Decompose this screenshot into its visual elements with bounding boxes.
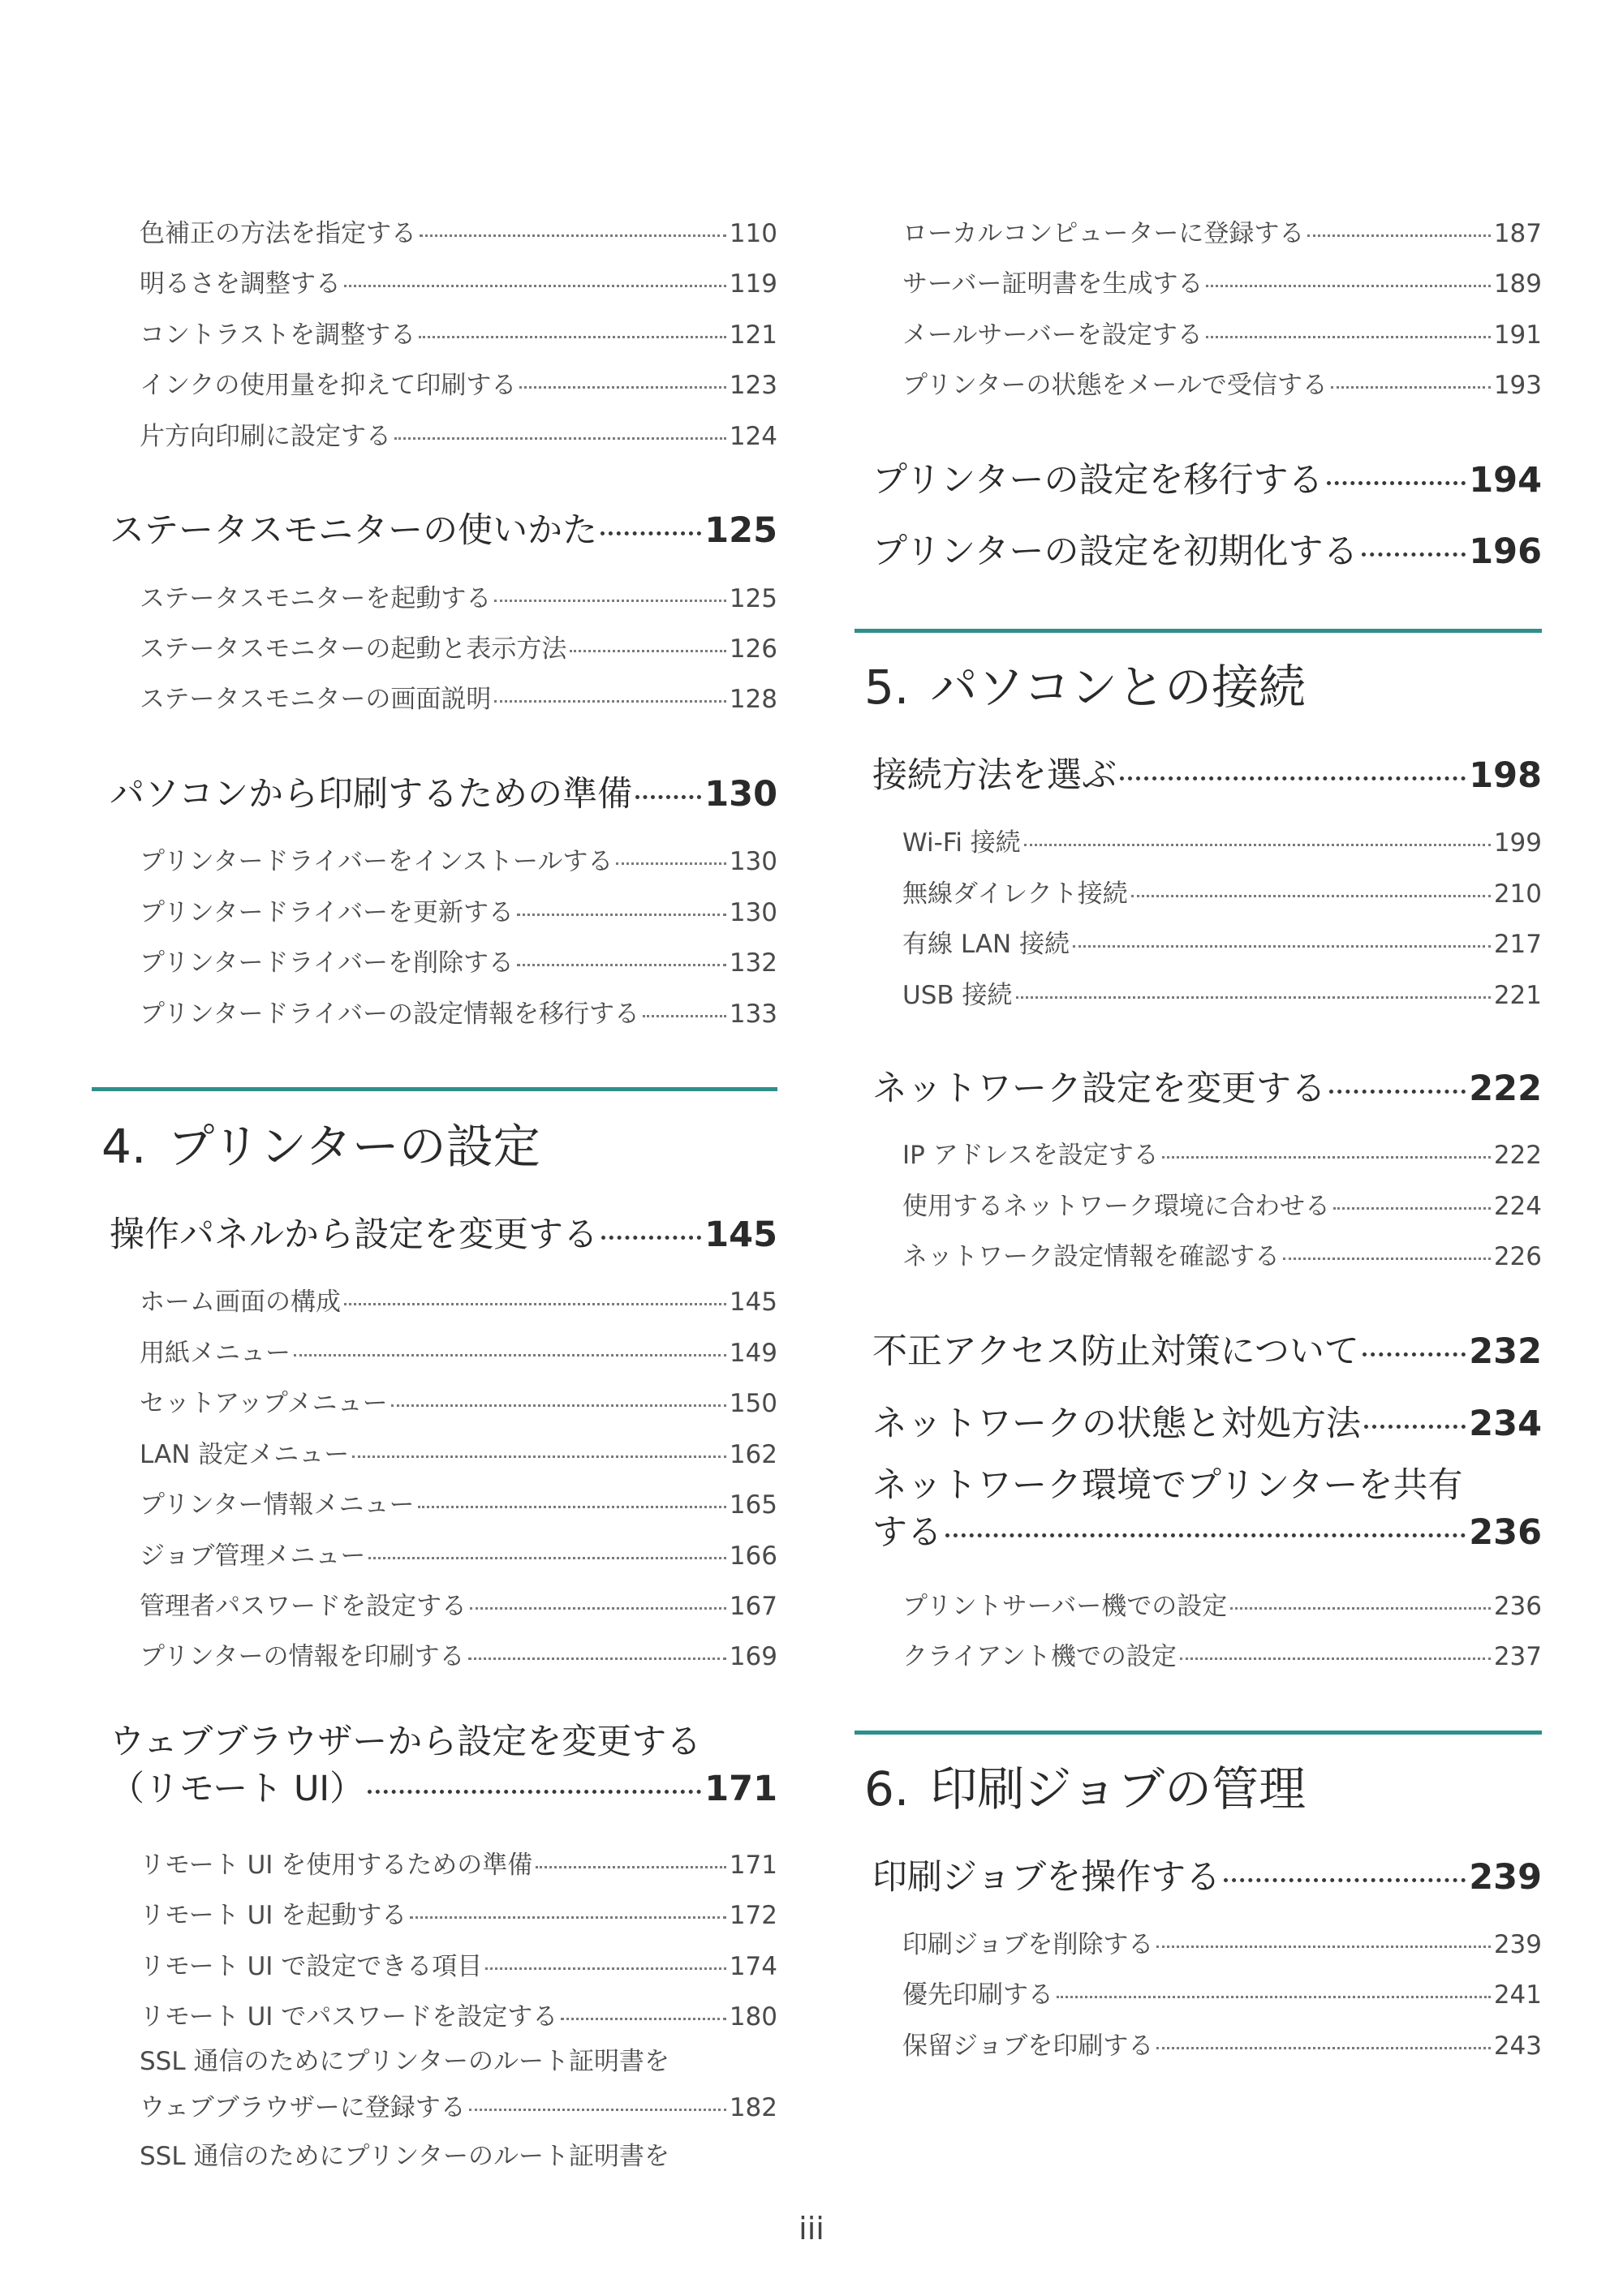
toc-section-share[interactable] bbox=[872, 1462, 1542, 1556]
toc-entry[interactable] bbox=[872, 873, 1542, 909]
toc-section-page: 222 bbox=[1469, 1068, 1542, 1109]
leader-dots bbox=[352, 1455, 726, 1458]
toc-entry-page: 237 bbox=[1493, 1642, 1542, 1671]
toc-entry[interactable] bbox=[872, 923, 1542, 960]
leader-dots bbox=[418, 1506, 726, 1508]
toc-entry-page: 169 bbox=[729, 1642, 777, 1671]
toc-entry-page: 171 bbox=[729, 1851, 777, 1880]
toc-section-migrate[interactable] bbox=[872, 453, 1542, 502]
toc-entry-page: 162 bbox=[729, 1440, 777, 1469]
toc-entry[interactable] bbox=[872, 213, 1542, 249]
toc-entry-page: 210 bbox=[1493, 879, 1542, 909]
toc-entry-label: リモート UI を起動する bbox=[140, 1901, 407, 1930]
leader-dots bbox=[294, 1354, 726, 1357]
toc-entry-page: 126 bbox=[729, 634, 777, 664]
toc-entry-label-line1: SSL 通信のためにプリンターのルート証明書を bbox=[140, 2047, 669, 2076]
toc-entry[interactable] bbox=[110, 1484, 777, 1520]
leader-dots bbox=[616, 862, 725, 865]
toc-section-page: 125 bbox=[704, 510, 777, 551]
toc-entry[interactable] bbox=[110, 841, 777, 877]
toc-entry[interactable] bbox=[110, 1636, 777, 1672]
leader-dots bbox=[1024, 844, 1491, 846]
toc-section-page: 145 bbox=[704, 1215, 777, 1255]
toc-entry-label: プリンタードライバーをインストールする bbox=[140, 847, 613, 876]
toc-entry[interactable] bbox=[110, 1434, 777, 1470]
toc-entry[interactable] bbox=[110, 1332, 777, 1369]
toc-entry[interactable] bbox=[110, 1844, 777, 1881]
toc-entry-label: ステータスモニターの画面説明 bbox=[140, 685, 492, 714]
toc-entry[interactable] bbox=[110, 628, 777, 664]
toc-entry-page: 165 bbox=[729, 1490, 777, 1520]
leader-dots bbox=[394, 437, 726, 440]
leader-dots bbox=[945, 1533, 1466, 1537]
leader-dots bbox=[344, 285, 726, 287]
toc-section-net-status[interactable] bbox=[872, 1396, 1542, 1446]
chapter-title: パソコンとの接続 bbox=[930, 660, 1307, 715]
toc-entry-label: セットアップメニュー bbox=[140, 1389, 388, 1418]
toc-entry-label: USB 接続 bbox=[902, 981, 1013, 1010]
leader-dots bbox=[1206, 285, 1490, 287]
toc-entry[interactable] bbox=[110, 1946, 777, 1982]
toc-section-label-line2: （リモート UI） bbox=[110, 1769, 365, 1809]
toc-section-label: プリンターの設定を初期化する bbox=[872, 531, 1358, 572]
toc-entry-line2 bbox=[140, 2085, 777, 2131]
toc-entry-page: 119 bbox=[729, 269, 777, 299]
toc-section-status-monitor[interactable] bbox=[110, 503, 777, 553]
toc-entry[interactable] bbox=[872, 822, 1542, 858]
toc-entry-page: 128 bbox=[729, 685, 777, 714]
toc-entry-label: Wi-Fi 接続 bbox=[902, 828, 1021, 858]
toc-entry-page: 166 bbox=[729, 1541, 777, 1571]
toc-entry[interactable] bbox=[872, 1636, 1542, 1672]
toc-section-web[interactable] bbox=[110, 1718, 777, 1812]
toc-entry[interactable] bbox=[872, 1134, 1542, 1171]
leader-dots bbox=[469, 2109, 726, 2111]
toc-entry-page: 226 bbox=[1493, 1242, 1542, 1271]
toc-entry-page: 167 bbox=[729, 1592, 777, 1621]
toc-entry[interactable] bbox=[110, 1281, 777, 1318]
leader-dots bbox=[536, 1866, 726, 1868]
toc-section-label: ネットワークの状態と対処方法 bbox=[872, 1404, 1361, 1444]
toc-entry-page: 222 bbox=[1493, 1141, 1542, 1170]
toc-section-page: 232 bbox=[1469, 1331, 1542, 1372]
leader-dots bbox=[1156, 2047, 1490, 2049]
leader-dots bbox=[601, 1236, 701, 1240]
toc-entry-page: 191 bbox=[1493, 320, 1542, 350]
leader-dots bbox=[1016, 996, 1491, 999]
toc-section-page: 194 bbox=[1469, 460, 1542, 501]
toc-entry[interactable] bbox=[110, 678, 777, 715]
toc-section-page: 239 bbox=[1469, 1857, 1542, 1898]
toc-entry[interactable] bbox=[872, 263, 1542, 299]
toc-entry-page: 149 bbox=[729, 1339, 777, 1368]
toc-entry-page: 124 bbox=[729, 422, 777, 451]
toc-section-connect[interactable] bbox=[872, 748, 1542, 798]
toc-entry-page: 174 bbox=[729, 1952, 777, 1981]
leader-dots bbox=[1333, 1207, 1491, 1210]
toc-entry-label: ステータスモニターを起動する bbox=[140, 584, 492, 613]
toc-entry-page: 193 bbox=[1493, 371, 1542, 400]
toc-entry-page: 217 bbox=[1493, 930, 1542, 959]
leader-dots bbox=[368, 1790, 701, 1794]
leader-dots bbox=[1329, 1090, 1466, 1094]
toc-section-page: 130 bbox=[704, 774, 777, 815]
leader-dots bbox=[410, 1916, 726, 1919]
toc-section-label: 印刷ジョブを操作する bbox=[872, 1857, 1221, 1898]
toc-section-page: 196 bbox=[1469, 531, 1542, 572]
toc-entry[interactable] bbox=[110, 314, 777, 350]
leader-dots bbox=[1331, 386, 1491, 389]
toc-entry[interactable] bbox=[110, 263, 777, 299]
toc-entry-label: 管理者パスワードを設定する bbox=[140, 1592, 467, 1621]
toc-section-network[interactable] bbox=[872, 1061, 1542, 1111]
toc-entry[interactable] bbox=[110, 1535, 777, 1572]
toc-section-label: プリンターの設定を移行する bbox=[872, 460, 1324, 501]
leader-dots bbox=[470, 1607, 726, 1610]
leader-dots bbox=[517, 964, 726, 966]
toc-entry-label: 明るさを調整する bbox=[140, 269, 341, 299]
chapter-divider bbox=[92, 1087, 777, 1091]
toc-entry[interactable] bbox=[110, 993, 777, 1030]
toc-entry-label: プリンター情報メニュー bbox=[140, 1490, 415, 1520]
toc-section-page: 198 bbox=[1469, 755, 1542, 796]
toc-entry-label: LAN 設定メニュー bbox=[140, 1440, 350, 1469]
toc-entry-label: 用紙メニュー bbox=[140, 1339, 291, 1368]
toc-entry-label: 無線ダイレクト接続 bbox=[902, 879, 1128, 909]
toc-entry-label: ネットワーク設定情報を確認する bbox=[902, 1242, 1280, 1271]
toc-entry[interactable] bbox=[110, 1894, 777, 1931]
toc-entry-page: 130 bbox=[729, 898, 777, 927]
leader-dots bbox=[344, 1303, 726, 1305]
leader-dots bbox=[561, 2018, 726, 2020]
toc-entry[interactable] bbox=[872, 1236, 1542, 1272]
toc-section-label: 不正アクセス防止対策について bbox=[872, 1331, 1359, 1372]
toc-entry[interactable] bbox=[872, 314, 1542, 350]
toc-section-label: ネットワーク設定を変更する bbox=[872, 1068, 1326, 1109]
toc-section-security[interactable] bbox=[872, 1324, 1542, 1374]
toc-entry-label: リモート UI でパスワードを設定する bbox=[140, 2002, 558, 2032]
toc-entry[interactable] bbox=[872, 364, 1542, 401]
leader-dots bbox=[485, 1967, 726, 1970]
toc-entry-label: プリンターの情報を印刷する bbox=[140, 1642, 465, 1671]
toc-entry-label-line2: ウェブブラウザーに登録する bbox=[140, 2093, 466, 2122]
toc-entry-label: リモート UI を使用するための準備 bbox=[140, 1851, 533, 1880]
leader-dots bbox=[635, 795, 701, 799]
toc-entry-page: 133 bbox=[729, 1000, 777, 1029]
toc-entry-page: 241 bbox=[1493, 1980, 1542, 2010]
leader-dots bbox=[1073, 945, 1491, 948]
toc-entry-label: ローカルコンピューターに登録する bbox=[902, 219, 1305, 248]
leader-dots bbox=[1162, 1156, 1491, 1159]
chapter-heading-4[interactable] bbox=[101, 1108, 777, 1176]
toc-entry-page: 121 bbox=[729, 320, 777, 350]
toc-entry[interactable] bbox=[872, 1585, 1542, 1622]
toc-section-page: 236 bbox=[1469, 1512, 1542, 1553]
toc-entry-label: ホーム画面の構成 bbox=[140, 1288, 341, 1317]
toc-section-line2 bbox=[872, 1509, 1542, 1556]
leader-dots bbox=[391, 1404, 726, 1407]
leader-dots bbox=[1156, 1946, 1490, 1948]
toc-section-label: パソコンから印刷するための準備 bbox=[110, 774, 633, 815]
toc-entry-label: サーバー証明書を生成する bbox=[902, 269, 1203, 299]
toc-entry-label: 優先印刷する bbox=[902, 1980, 1053, 2010]
page-number: iii bbox=[799, 2211, 824, 2247]
leader-dots bbox=[494, 700, 725, 703]
toc-entry-label: 有線 LAN 接続 bbox=[902, 930, 1070, 959]
toc-entry-label: プリンタードライバーを更新する bbox=[140, 898, 514, 927]
toc-entry[interactable] bbox=[110, 1996, 777, 2032]
leader-dots bbox=[468, 1658, 726, 1660]
toc-entry-label: ステータスモニターの起動と表示方法 bbox=[140, 634, 567, 664]
leader-dots bbox=[643, 1015, 726, 1017]
toc-entry-label-line1: SSL 通信のためにプリンターのルート証明書を bbox=[140, 2142, 669, 2171]
toc-entry-ssl-2[interactable] bbox=[110, 2134, 777, 2180]
toc-entry-page: 110 bbox=[729, 219, 777, 248]
chapter-number: 4. bbox=[101, 1119, 147, 1174]
toc-entry[interactable] bbox=[110, 364, 777, 401]
leader-dots bbox=[1327, 481, 1466, 485]
toc-entry-page: 236 bbox=[1493, 1592, 1542, 1621]
toc-entry-page: 199 bbox=[1493, 828, 1542, 858]
toc-entry[interactable] bbox=[110, 578, 777, 614]
toc-entry-label: プリンタードライバーの設定情報を移行する bbox=[140, 1000, 639, 1029]
toc-entry[interactable] bbox=[872, 1185, 1542, 1222]
toc-entry-label: 保留ジョブを印刷する bbox=[902, 2032, 1154, 2061]
toc-entry[interactable] bbox=[110, 942, 777, 978]
leader-dots bbox=[1206, 336, 1491, 338]
leader-dots bbox=[519, 386, 725, 389]
toc-entry-label: クライアント機での設定 bbox=[902, 1642, 1177, 1671]
toc-section-page: 234 bbox=[1469, 1404, 1542, 1444]
chapter-title: プリンターの設定 bbox=[167, 1119, 540, 1174]
leader-dots bbox=[517, 914, 726, 916]
toc-entry[interactable] bbox=[110, 892, 777, 928]
toc-entry-page: 145 bbox=[729, 1288, 777, 1317]
toc-section-page: 171 bbox=[704, 1769, 777, 1809]
toc-entry[interactable] bbox=[872, 1924, 1542, 1960]
toc-entry[interactable] bbox=[872, 974, 1542, 1011]
toc-entry-page: 221 bbox=[1493, 981, 1542, 1010]
leader-dots bbox=[1131, 895, 1491, 897]
toc-entry-page: 123 bbox=[729, 371, 777, 400]
toc-entry-label: 色補正の方法を指定する bbox=[140, 219, 416, 248]
toc-section-init[interactable] bbox=[872, 524, 1542, 574]
toc-entry[interactable] bbox=[872, 1974, 1542, 2010]
toc-entry-label: メールサーバーを設定する bbox=[902, 320, 1203, 350]
toc-entry-page: 243 bbox=[1493, 2032, 1542, 2061]
toc-entry-label: IP アドレスを設定する bbox=[902, 1141, 1159, 1170]
chapter-heading-6[interactable] bbox=[864, 1751, 1542, 1819]
toc-section-label: 操作パネルから設定を変更する bbox=[110, 1215, 598, 1255]
leader-dots bbox=[420, 234, 726, 237]
toc-entry-page: 187 bbox=[1493, 219, 1542, 248]
leader-dots bbox=[1120, 776, 1466, 780]
toc-section-pc-print[interactable] bbox=[110, 767, 777, 816]
toc-entry-label: ジョブ管理メニュー bbox=[140, 1541, 366, 1571]
toc-section-label: ステータスモニターの使いかた bbox=[110, 510, 598, 551]
toc-entry-page: 125 bbox=[729, 584, 777, 613]
toc-entry-page: 182 bbox=[729, 2093, 777, 2122]
toc-section-panel[interactable] bbox=[110, 1207, 777, 1257]
leader-dots bbox=[1057, 1996, 1491, 1998]
leader-dots bbox=[601, 531, 701, 535]
leader-dots bbox=[1224, 1878, 1466, 1882]
toc-section-label-line2: する bbox=[872, 1512, 942, 1553]
leader-dots bbox=[1362, 553, 1466, 557]
toc-section-label-line1: ウェブブラウザーから設定を変更する bbox=[110, 1722, 702, 1762]
toc-entry-page: 132 bbox=[729, 948, 777, 978]
toc-section-line2 bbox=[110, 1765, 777, 1812]
toc-entry-label: 印刷ジョブを削除する bbox=[902, 1930, 1154, 1959]
toc-entry[interactable] bbox=[872, 2025, 1542, 2062]
toc-entry-page: 189 bbox=[1493, 269, 1542, 299]
chapter-number: 6. bbox=[864, 1761, 910, 1817]
toc-entry-label: リモート UI で設定できる項目 bbox=[140, 1952, 483, 1981]
toc-section-label: 接続方法を選ぶ bbox=[872, 755, 1117, 796]
leader-dots bbox=[1364, 1425, 1466, 1429]
toc-entry-page: 239 bbox=[1493, 1930, 1542, 1959]
leader-dots bbox=[570, 650, 725, 652]
toc-section-jobs[interactable] bbox=[872, 1850, 1542, 1899]
leader-dots bbox=[494, 600, 725, 602]
chapter-heading-5[interactable] bbox=[864, 649, 1542, 717]
chapter-number: 5. bbox=[864, 660, 910, 715]
leader-dots bbox=[1283, 1258, 1491, 1260]
toc-entry-page: 224 bbox=[1493, 1192, 1542, 1221]
toc-entry-label: 片方向印刷に設定する bbox=[140, 422, 391, 451]
toc-entry-page: 180 bbox=[729, 2002, 777, 2032]
chapter-divider bbox=[855, 1731, 1542, 1735]
toc-entry[interactable] bbox=[110, 415, 777, 452]
leader-dots bbox=[1180, 1658, 1491, 1660]
toc-entry-label: プリンターの状態をメールで受信する bbox=[902, 371, 1328, 400]
toc-entry-label: 使用するネットワーク環境に合わせる bbox=[902, 1192, 1330, 1221]
toc-entry-label: プリンタードライバーを削除する bbox=[140, 948, 514, 978]
leader-dots bbox=[1363, 1352, 1466, 1357]
toc-section-label-line1: ネットワーク環境でプリンターを共有 bbox=[872, 1465, 1463, 1506]
chapter-divider bbox=[855, 629, 1542, 633]
toc-entry-label: インクの使用量を抑えて印刷する bbox=[140, 371, 517, 400]
toc-entry[interactable] bbox=[110, 1382, 777, 1419]
chapter-title: 印刷ジョブの管理 bbox=[930, 1761, 1307, 1817]
leader-dots bbox=[419, 336, 726, 338]
toc-entry-page: 130 bbox=[729, 847, 777, 876]
toc-entry[interactable] bbox=[110, 213, 777, 249]
toc-entry[interactable] bbox=[110, 1585, 777, 1622]
leader-dots bbox=[1230, 1607, 1491, 1610]
toc-entry-label: プリントサーバー機での設定 bbox=[902, 1592, 1228, 1621]
leader-dots bbox=[1307, 234, 1490, 237]
toc-entry-page: 150 bbox=[729, 1389, 777, 1418]
toc-entry-label: コントラストを調整する bbox=[140, 320, 416, 350]
leader-dots bbox=[368, 1557, 725, 1559]
toc-entry-ssl-1[interactable] bbox=[110, 2039, 777, 2131]
toc-entry-page: 172 bbox=[729, 1901, 777, 1930]
